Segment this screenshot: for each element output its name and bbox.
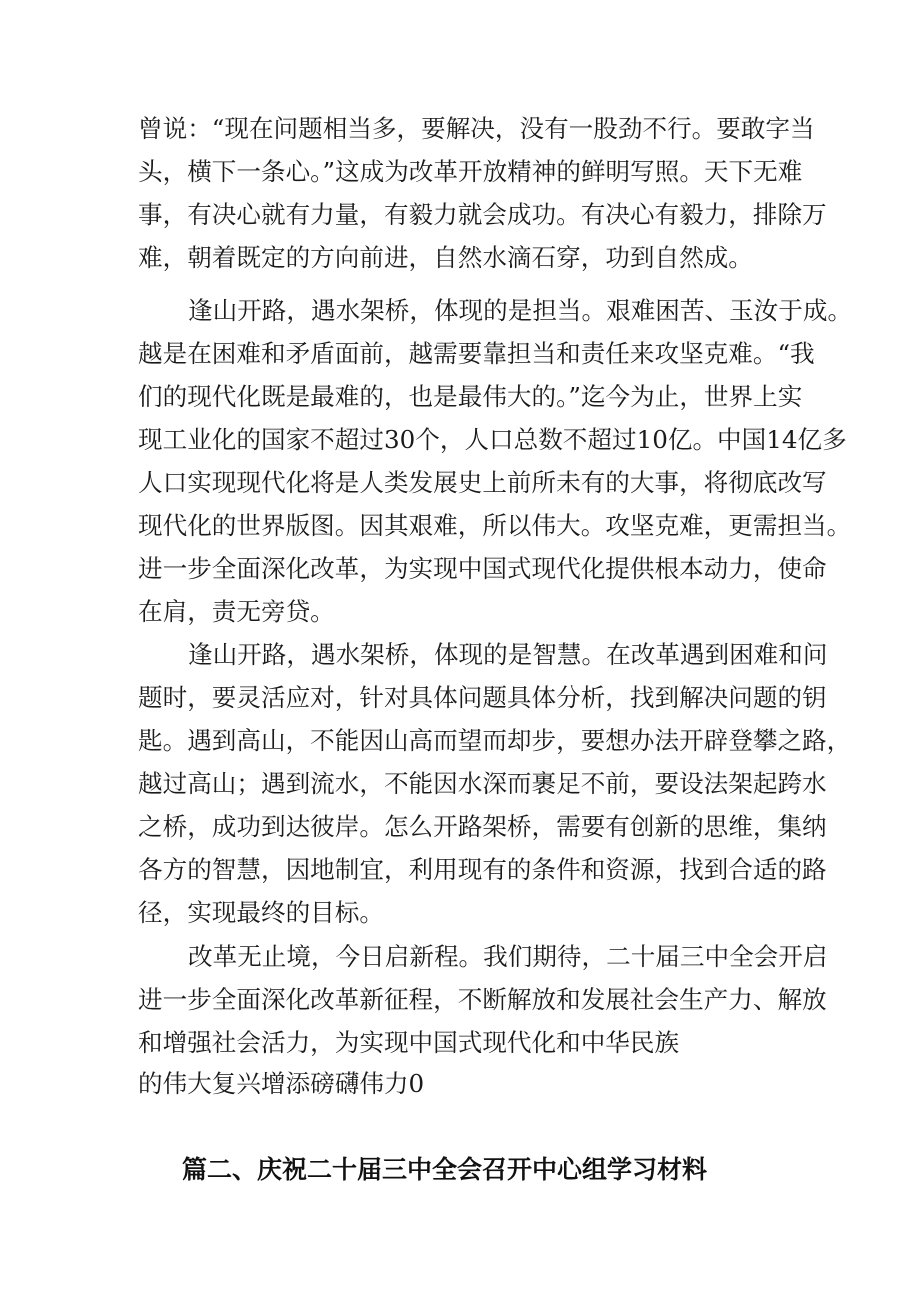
paragraph-line: 的伟大复兴增添磅礴伟力0 [138,1069,425,1098]
paragraph-line: 题时，要灵活应对，针对具体问题具体分析，找到解决问题的钥 [138,683,827,712]
paragraph-line: 曾说：“现在问题相当多，要解决，没有一股劲不行。要敢字当 [138,114,815,143]
paragraph-line: 之桥，成功到达彼岸。怎么开路架桥，需要有创新的思维，集纳 [138,812,827,841]
paragraph-line: 头，横下一条心。”这成为改革开放精神的鲜明写照。天下无难 [138,157,803,186]
paragraph-line: 逢山开路，遇水架桥，体现的是担当。艰难困苦、玉汝于成。 [188,296,853,325]
paragraph-line: 人口实现现代化将是人类发展史上前所未有的大事，将彻底改写 [138,468,827,497]
paragraph-line: 各方的智慧，因地制宜，利用现有的条件和资源，找到合适的路 [138,855,827,884]
paragraph-line: 越过高山；遇到流水，不能因水深而裹足不前，要设法架起跨水 [138,769,827,798]
paragraph-line: 匙。遇到高山，不能因山高而望而却步，要想办法开辟登攀之路， [138,726,852,755]
paragraph-line: 在肩，责无旁贷。 [138,597,335,626]
paragraph-line: 们的现代化既是最难的，也是最伟大的。”迄今为止，世界上实 [138,382,803,411]
paragraph-line: 径，实现最终的目标。 [138,898,384,927]
paragraph-line: 难，朝着既定的方向前进，自然水滴石穿，功到自然成。 [138,243,753,272]
section-heading: 篇二、庆祝二十届三中全会召开中心组学习材料 [182,1155,708,1184]
paragraph-line: 逢山开路，遇水架桥，体现的是智慧。在改革遇到困难和问 [188,640,828,669]
paragraph-line: 现代化的世界版图。因其艰难，所以伟大。攻坚克难，更需担当。 [138,511,852,540]
paragraph-line: 进一步全面深化改革，为实现中国式现代化提供根本动力，使命 [138,554,827,583]
paragraph-line: 进一步全面深化改革新征程，不断解放和发展社会生产力、解放 [138,985,827,1014]
paragraph-line: 事，有决心就有力量，有毅力就会成功。有决心有毅力，排除万 [138,200,827,229]
paragraph-line: 和增强社会活力，为实现中国式现代化和中华民族 [138,1028,680,1057]
paragraph-line: 现工业化的国家不超过30个，人口总数不超过10亿。中国14亿多 [138,425,847,454]
paragraph-line: 越是在困难和矛盾面前，越需要靠担当和责任来攻坚克难。“我 [138,339,815,368]
paragraph-line: 改革无止境，今日启新程。我们期待，二十届三中全会开启 [188,942,828,971]
